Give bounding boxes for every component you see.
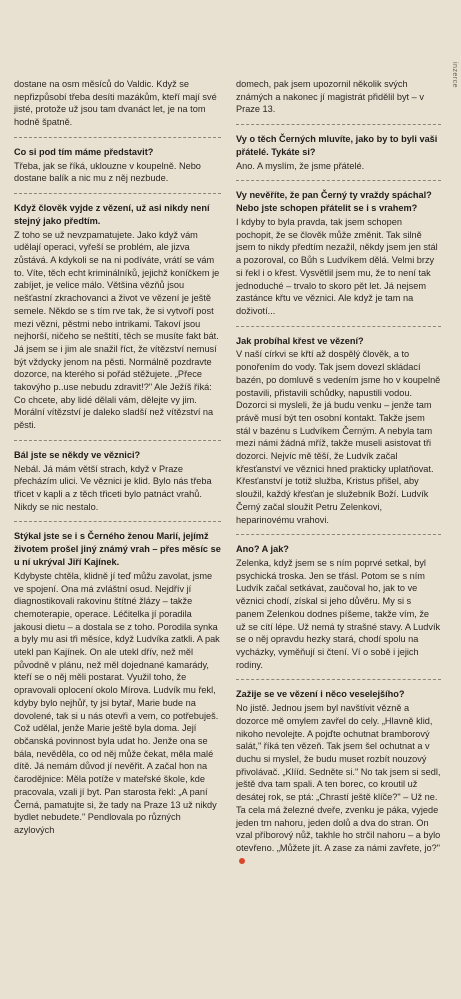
separator xyxy=(14,193,221,194)
separator xyxy=(14,521,221,522)
interview-question: Vy nevěříte, že pan Černý ty vraždy spáchal? Nebo jste schopen přátelit se i s vrahem? xyxy=(236,190,432,214)
separator xyxy=(236,180,441,181)
article-end-mark xyxy=(239,858,245,864)
answer-paragraph: Zelenka, když jsem se s ním poprvé setkal, byl psychická troska. Jen se třásl. Potom se s ním Ludvík začal setkávat, zaučoval ho, jak to ve věznici chodí, získal si jeho důvěru. My si s panem Zelenkou dodnes píšeme, takže vím, že už se cítí lépe. Už nemá ty strašné stavy. A Ludvík se o něj opravdu hezky stará, chodí spolu na vycházky, vyměňují si čtení. Ví o sobě i jejich rodiny. xyxy=(236,558,441,670)
answer-paragraph: domech, pak jsem upozornil několik svých známých a nakonec jí magistrát přidělil byt – v Praze 13. xyxy=(236,79,424,115)
answer-paragraph: Z toho se už nevzpamatujete. Jako když vám udělají operaci, vyřeší se problém, ale jizva zůstává. A kdykoli se na ni podíváte, vrátí se vám to. Víte, těch echt kriminálníků, jejichž koníčkem je zabíjet, je velice málo. Většina vězňů jsou nešťastní zkrachovanci a život ve vězení je ještě semele. Někdo se s tím rve tak, že si vytvoří post mezi vězni, pěstmi nebo intrikami. Takoví jsou nejhorší, ničeho se neštítí, těch se musíte fakt bát. Já jsem se i jim ale snažil říct, že vítězství nemusí být vždycky jenom na pěsti. Normálně pozdravte dozorce, na kterého si pořád stěžujete. „Přece takovýho p..use nebudu zdravit!?" Ale Ježíš říká: Co chcete, aby lidé dělali vám, dělejte vy jim. Morální vítězství je daleko sladší než vítězství na pěsti. xyxy=(14,229,220,431)
answer-paragraph: V naší církvi se křtí až dospělý člověk, a to ponořením do vody. Tak jsem dovezl skládací bazén, po domluvě s vedením jsme ho v koupelně postavili, přistavili schůdky, napustili vodou. Dozorci si mysleli, že já budu venku – jenže tam právě musí být ten osobní kontakt. Takže jsem stál v bazénu s Ludvíkem Černým. A nebyla tam mezi námi žádná mříž, takže museli asistovat tři dozorci. Nejvíc mě těší, že Ludvík začal křesťanství ve věznici hned prakticky uplatňovat. Křesťanství je totiž služba, Kristus přišel, aby sloužil, každý křesťan je služebník Boží. Ludvík Černý začal sloužit Petru Zelenkovi, heparinovému vrahovi. xyxy=(236,349,441,525)
answer-paragraph: Nebál. Já mám větší strach, když v Praze přecházím ulici. Ve věznici je klid. Bylo nás třeba třicet v kapli a z těch třiceti bylo patnáct vrahů. Nikdy se nic nestalo. xyxy=(14,463,212,512)
interview-question: Stýkal jste se i s Černého ženou Marií, jejímž životem prošel jiný známý vrah – přes měsíc se u ní ukrýval Jiří Kajínek. xyxy=(14,531,221,568)
interview-question: Když člověk vyjde z vězení, už asi nikdy není stejný jako předtím. xyxy=(14,203,210,226)
separator xyxy=(236,124,441,125)
right-column xyxy=(236,78,441,867)
advert-side-label: inzerce xyxy=(451,62,458,89)
answer-paragraph: Ano. A myslím, že jsme přátelé. xyxy=(236,160,365,171)
interview-question: Vy o těch Černých mluvíte, jako by to byli vaši přátelé. Tykáte si? xyxy=(236,134,438,157)
answer-text: No jistě. Jednou jsem byl navštívit vězně a dozorce mě omylem zavřel do cely. „Hlavně klid, nikoho nevolejte. A pojďte ochutnat bramborový salát," říká ten vězeň. Tak jsem šel ochutnat a v duchu si myslel, že budu muset rozbít nouzový přivolávač. „Klííd. Sedněte si." No tak jsem si sedl, ještě dva tam spali. A ten borec, co kroutil už desátej rok, se ptá: „Chrastí ještě klíče?" – Už ne. Ta cela má železné dveře, zvenku je páka, vyjede jeden trn nahoru, jeden dolů a dva do stran. On vzal příborový nůž, takhle ho strčil nahoru – a bylo otevřeno. „Můžete jít. A zase za námi zavřete, jo?" xyxy=(236,703,441,853)
answer-paragraph: I kdyby to byla pravda, tak jsem schopen pochopit, že se člověk může změnit. Tak silně jsem to nikdy předtím nezažil, někdy jsem jen stál a pozoroval, co Bůh s Ludvíkem dělá. Velmi brzy si řekl i o křest. Vysvětlil jsem mu, že to není tak jednoduché – trvalo to skoro pět let. Já nejsem zastánce křtu ve věznici. Ale když je tam na doživotí... xyxy=(236,217,438,316)
separator xyxy=(14,440,221,441)
answer-paragraph: Třeba, jak se říká, uklouzne v koupelně. Nebo dostane balík a nic mu z něj nezbude. xyxy=(14,160,201,184)
separator xyxy=(236,679,441,680)
separator xyxy=(236,534,441,535)
interview-question: Ano? A jak? xyxy=(236,544,289,555)
separator xyxy=(14,137,221,138)
answer-paragraph-final xyxy=(236,702,441,867)
interview-question: Co si pod tím máme představit? xyxy=(14,146,154,157)
interview-question: Jak probíhal křest ve vězení? xyxy=(236,335,364,346)
interview-question: Bál jste se někdy ve věznici? xyxy=(14,449,141,460)
answer-paragraph: dostane na osm měsíců do Valdic. Když se nepřizpůsobí třeba desíti mazákům, kteří mají své jisté, protože už jsou tam dvanáct let, je na tom hodně špatně. xyxy=(14,79,217,128)
left-column xyxy=(14,78,221,837)
interview-question: Zažije se ve vězení i něco veselejšího? xyxy=(236,689,405,700)
separator xyxy=(236,326,441,327)
answer-paragraph: Kdybyste chtěla, klidně jí teď můžu zavolat, jsme ve spojení. Ona má zvláštní osud. Nejdřív jí diagnostikovali rakovinu štítné žlázy – takže chemoterapie, operace. Léčitelka jí poradila jakousi dietu – a dostala se z toho. Porodila synka a byly mu asi tři měsíce, když Ludvíka zatkli. A pak utekl pan Kajínek. On ale utekl dřív, než měl původně v plánu, než měl dojednané kamarády, kteří se o něj měli postarat. Využil toho, že opravovali oplocení okolo Mírova. Ludvík mu řekl, kdyby bylo nejhůř, ty jsi bytař, Marie bude na dovolené, tak si u nás otevři a vem, co potřebuješ. Což udělal, jenže Marie ještě byla doma. Její občanská povinnost byla udat ho. Jenže ona se bála, nevěděla, co od něj může čekat, měla malé dítě. Já nemám důvod jí nevěřit. A začal hon na čarodějnice: Měla potíže v mateřské škole, kde pracovala, vzali jí byt. Pan starosta řekl: „A paní Černá, pamatujte si, že tady na Praze 13 už nikdy bydlet nebudete." Pendlovala po různých azylových xyxy=(14,570,220,835)
